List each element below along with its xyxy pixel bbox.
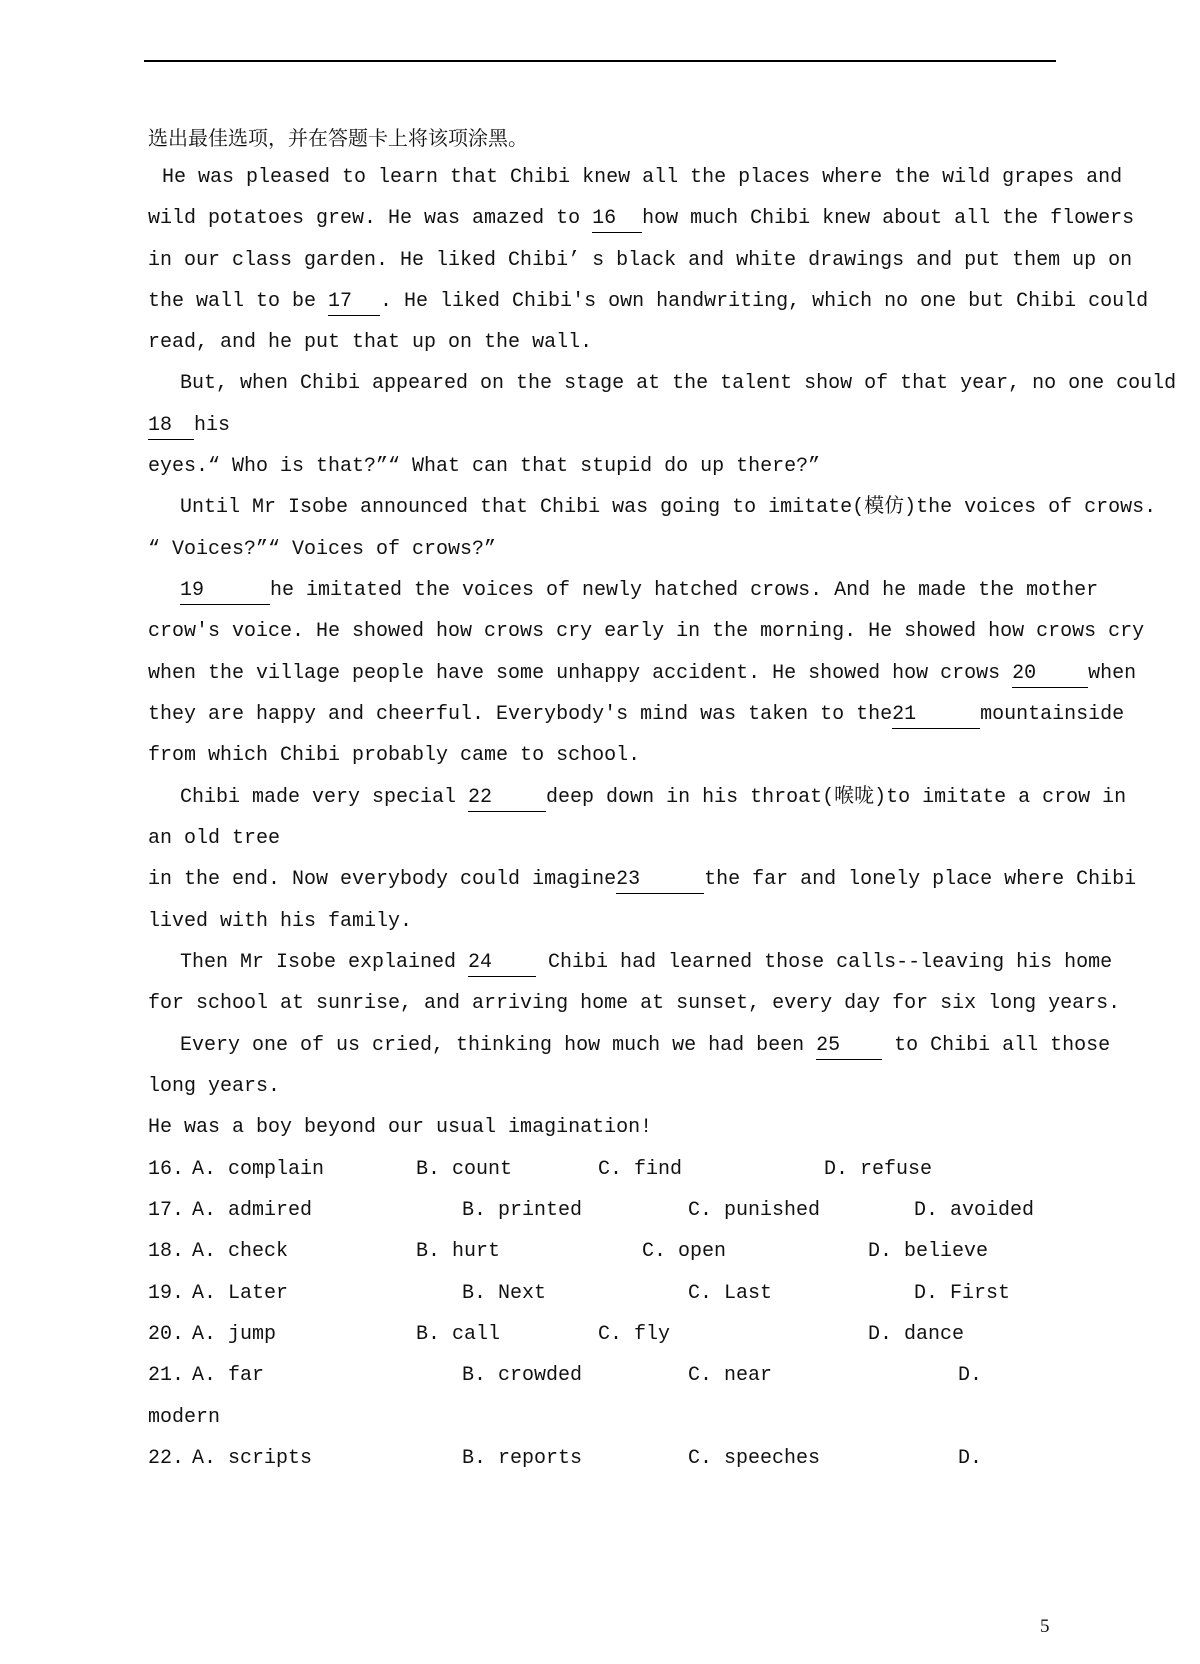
question-20 (148, 1315, 1056, 1355)
question-number: 22. (148, 1447, 185, 1470)
blank-20: 20 (1012, 661, 1088, 688)
passage-line: in our class garden. He liked Chibi’ s black and white drawings and put them up on (148, 249, 1133, 272)
blank-21: 21 (892, 702, 980, 729)
question-number: 16. (148, 1158, 185, 1181)
blank-23: 23 (616, 867, 704, 894)
option-a[interactable]: A. Later (192, 1282, 289, 1305)
option-b[interactable]: B. crowded (462, 1364, 583, 1387)
passage-line: when the village people have some unhappy accident. He showed how crows 20 when (148, 654, 1056, 694)
option-a[interactable]: A. check (192, 1240, 289, 1263)
passage-line: for school at sunrise, and arriving home at sunset, every day for six long years. (148, 992, 1121, 1015)
passage-line: wild potatoes grew. He was amazed to 16 how much Chibi knew about all the flowers (148, 199, 1056, 239)
passage-line: 19 he imitated the voices of newly hatched crows. And he made the mother (180, 571, 1056, 611)
passage-line: read, and he put that up on the wall. (148, 331, 593, 354)
option-c[interactable]: C. punished (688, 1199, 821, 1222)
option-a[interactable]: A. far (192, 1364, 265, 1387)
blank-22: 22 (468, 785, 546, 812)
option-c[interactable]: C. near (688, 1364, 773, 1387)
option-d[interactable]: D. (958, 1447, 983, 1470)
question-number: 17. (148, 1199, 185, 1222)
passage-line: the wall to be 17 . He liked Chibi's own handwriting, which no one but Chibi could (148, 282, 1056, 322)
blank-19: 19 (180, 578, 270, 605)
question-number: 18. (148, 1240, 185, 1263)
passage-line: lived with his family. (148, 910, 413, 933)
question-17 (148, 1191, 1056, 1231)
option-d[interactable]: D. believe (868, 1240, 989, 1263)
option-b[interactable]: B. printed (462, 1199, 583, 1222)
option-d-continued: modern (148, 1406, 221, 1429)
passage-line: Until Mr Isobe announced that Chibi was going to imitate(模仿)the voices of crows. (180, 496, 1157, 519)
question-22 (148, 1439, 1056, 1479)
passage-line: crow's voice. He showed how crows cry early in the morning. He showed how crows cry (148, 620, 1145, 643)
question-21 (148, 1356, 1056, 1396)
passage-line: Chibi made very special 22 deep down in his throat(喉咙)to imitate a crow in (180, 778, 1056, 818)
option-b[interactable]: B. reports (462, 1447, 583, 1470)
option-a[interactable]: A. scripts (192, 1447, 313, 1470)
passage-line: He was a boy beyond our usual imagination! (148, 1116, 653, 1139)
question-number: 19. (148, 1282, 185, 1305)
option-d[interactable]: D. avoided (914, 1199, 1035, 1222)
instruction-text: 选出最佳选项，并在答题卡上将该项涂黑。 (148, 126, 528, 150)
passage-line: long years. (148, 1075, 281, 1098)
passage-line: an old tree (148, 827, 281, 850)
option-d[interactable]: D. refuse (824, 1158, 933, 1181)
option-b[interactable]: B. hurt (416, 1240, 501, 1263)
passage-line: Every one of us cried, thinking how much we had been 25 to Chibi all those (180, 1026, 1056, 1066)
passage-line: they are happy and cheerful. Everybody's mind was taken to the21 mountainside (148, 695, 1056, 735)
option-a[interactable]: A. complain (192, 1158, 325, 1181)
passage-line: eyes.“ Who is that?”“ What can that stupid do up there?” (148, 455, 821, 478)
option-c[interactable]: C. fly (598, 1323, 671, 1346)
passage-line: “ Voices?”“ Voices of crows?” (148, 538, 497, 561)
passage-line: in the end. Now everybody could imagine23 the far and lonely place where Chibi (148, 860, 1056, 900)
option-c[interactable]: C. Last (688, 1282, 773, 1305)
question-number: 21. (148, 1364, 185, 1387)
blank-18: 18 (148, 413, 194, 440)
passage-line: But, when Chibi appeared on the stage at the talent show of that year, no one could (180, 372, 1177, 395)
option-b[interactable]: B. call (416, 1323, 501, 1346)
passage-line: 18 his (148, 406, 1056, 446)
option-a[interactable]: A. jump (192, 1323, 277, 1346)
header-rule (144, 60, 1056, 62)
option-b[interactable]: B. count (416, 1158, 513, 1181)
option-d[interactable]: D. (958, 1364, 983, 1387)
blank-17: 17 (328, 289, 380, 316)
question-19 (148, 1274, 1056, 1314)
question-16 (148, 1150, 1056, 1190)
passage-line: from which Chibi probably came to school. (148, 744, 641, 767)
question-number: 20. (148, 1323, 185, 1346)
page-number: 5 (1040, 1616, 1050, 1637)
option-d[interactable]: D. dance (868, 1323, 965, 1346)
blank-25: 25 (816, 1033, 882, 1060)
option-a[interactable]: A. admired (192, 1199, 313, 1222)
question-18 (148, 1232, 1056, 1272)
option-b[interactable]: B. Next (462, 1282, 547, 1305)
option-c[interactable]: C. speeches (688, 1447, 821, 1470)
blank-24: 24 (468, 950, 536, 977)
option-c[interactable]: C. open (642, 1240, 727, 1263)
blank-16: 16 (592, 206, 642, 233)
passage-line: He was pleased to learn that Chibi knew all the places where the wild grapes and (162, 166, 1123, 189)
option-c[interactable]: C. find (598, 1158, 683, 1181)
option-d[interactable]: D. First (914, 1282, 1011, 1305)
passage-line: Then Mr Isobe explained 24 Chibi had learned those calls--leaving his home (180, 943, 1056, 983)
